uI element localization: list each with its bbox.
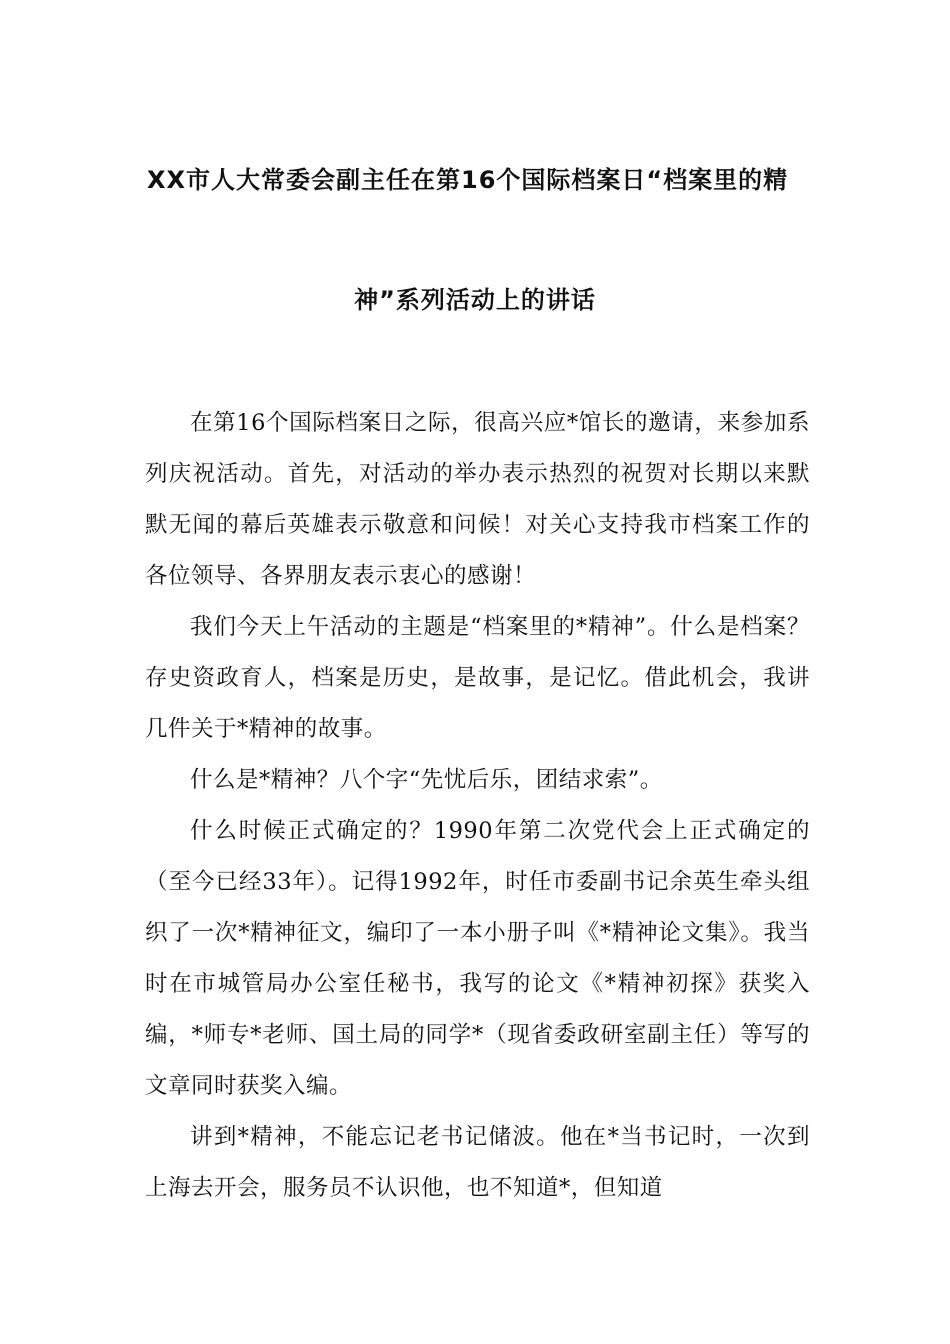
paragraph-5: 讲到*精神，不能忘记老书记储波。他在*当书记时，一次到上海去开会，服务员不认识他，也不知道*，但知道 [145, 1124, 810, 1201]
paragraph-3: 什么是*精神？八个字“先忧后乐，团结求索”。 [190, 767, 663, 793]
paragraph-2: 我们今天上午活动的主题是“档案里的*精神”。什么是档案？存史资政育人，档案是历史，是故事，是记忆。借此机会，我讲几件关于*精神的故事。 [145, 614, 810, 742]
paragraph-1: 在第16个国际档案日之际，很高兴应*馆长的邀请，来参加系列庆祝活动。首先，对活动的举办表示热烈的祝贺对长期以来默默无闻的幕后英雄表示敬意和问候！对关心支持我市档案工作的各位领导、各界朋友表示衷心的感谢！ [145, 410, 810, 589]
paragraph-4: 什么时候正式确定的？1990年第二次党代会上正式确定的（至今已经33年）。记得1992年，时任市委副书记余英生牵头组织了一次*精神征文，编印了一本小册子叫《*精神论文集》。我当时在市城管局办公室任秘书，我写的论文《*精神初探》获奖入编，*师专*老师、国土局的同学*（现省委政研室副主任）等写的文章同时获奖入编。 [145, 818, 810, 1099]
document-body [145, 398, 810, 1214]
document-title-line-2: 神”系列活动上的讲话 [354, 286, 596, 314]
document-title-line-1: XX市人大常委会副主任在第16个国际档案日“档案里的精 [147, 166, 789, 194]
